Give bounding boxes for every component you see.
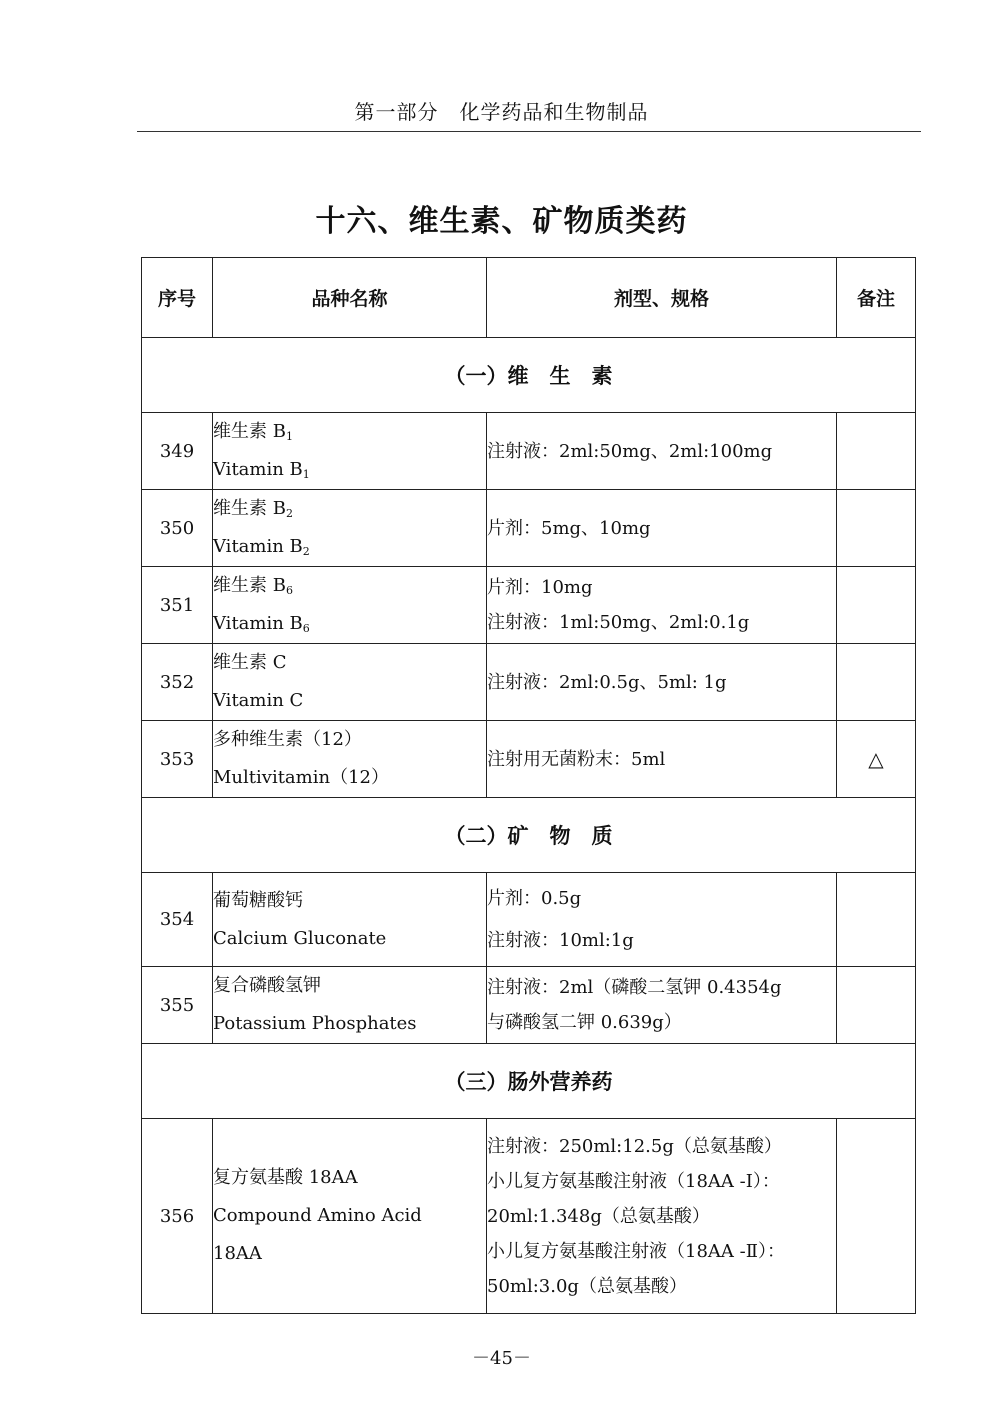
- row-spec: 注射液：2ml:0.5g、5ml: 1g: [487, 644, 837, 721]
- row-remark: [837, 1119, 916, 1314]
- header-rule: [137, 131, 921, 132]
- row-remark: [837, 644, 916, 721]
- row-no: 354: [142, 873, 213, 967]
- row-remark: [837, 967, 916, 1044]
- table-row: [142, 490, 916, 567]
- category-row-minerals: [142, 798, 916, 873]
- row-remark: [837, 567, 916, 644]
- row-name: 多种维生素（12） Multivitamin（12）: [213, 721, 487, 798]
- category-row-parenteral-nutrition: [142, 1044, 916, 1119]
- header-no: 序号: [142, 258, 213, 338]
- row-spec: 片剂：5mg、10mg: [487, 490, 837, 567]
- table-row: [142, 413, 916, 490]
- header-name: 品种名称: [213, 258, 487, 338]
- row-no: 349: [142, 413, 213, 490]
- row-no: 351: [142, 567, 213, 644]
- category-title: （二）矿 物 质: [142, 798, 916, 873]
- row-name: 维生素 $B_2$ Vitamin $B_2$: [213, 490, 487, 567]
- table-row: [142, 967, 916, 1044]
- row-name: 葡萄糖酸钙 Calcium Gluconate: [213, 873, 487, 967]
- row-spec: 片剂：0.5g 注射液：10ml:1g: [487, 873, 837, 967]
- row-name: 维生素 C Vitamin C: [213, 644, 487, 721]
- table-header-row: [142, 258, 916, 338]
- triangle-icon: △: [837, 721, 916, 798]
- table-row: [142, 721, 916, 798]
- header-remark: 备注: [837, 258, 916, 338]
- category-title: （三）肠外营养药: [142, 1044, 916, 1119]
- category-row-vitamins: [142, 338, 916, 413]
- running-head: 第一部分 化学药品和生物制品: [354, 100, 649, 124]
- row-spec: 片剂：10mg 注射液：1ml:50mg、2ml:0.1g: [487, 567, 837, 644]
- row-no: 353: [142, 721, 213, 798]
- row-spec: 注射用无菌粉末：5ml: [487, 721, 837, 798]
- row-name: 维生素 $B_6$ Vitamin $B_6$: [213, 567, 487, 644]
- drug-table: [141, 257, 916, 1314]
- row-no: 350: [142, 490, 213, 567]
- table-row: [142, 873, 916, 967]
- row-remark: [837, 490, 916, 567]
- table-row: [142, 567, 916, 644]
- row-no: 355: [142, 967, 213, 1044]
- row-spec: 注射液：2ml（磷酸二氢钾 0.4354g 与磷酸氢二钾 0.639g）: [487, 967, 837, 1044]
- row-spec: 注射液：250ml:12.5g（总氨基酸） 小儿复方氨基酸注射液（18AA -Ⅰ）： 20ml:1.348g（总氨基酸） 小儿复方氨基酸注射液（18AA -Ⅱ）： 50ml:3.0g（总氨基酸）: [487, 1119, 837, 1314]
- section-title: 十六、维生素、矿物质类药: [315, 204, 688, 239]
- row-remark: [837, 413, 916, 490]
- table-row: [142, 644, 916, 721]
- header-spec: 剂型、规格: [487, 258, 837, 338]
- page-number: －45－: [472, 1348, 531, 1369]
- category-title: （一）维 生 素: [142, 338, 916, 413]
- row-name: 复合磷酸氢钾 Potassium Phosphates: [213, 967, 487, 1044]
- row-name: 复方氨基酸 18AA Compound Amino Acid 18AA: [213, 1119, 487, 1314]
- row-no: 356: [142, 1119, 213, 1314]
- row-no: 352: [142, 644, 213, 721]
- table-row: [142, 1119, 916, 1314]
- row-spec: 注射液：2ml:50mg、2ml:100mg: [487, 413, 837, 490]
- row-remark: [837, 873, 916, 967]
- row-name: 维生素 $B_1$ Vitamin $B_1$: [213, 413, 487, 490]
